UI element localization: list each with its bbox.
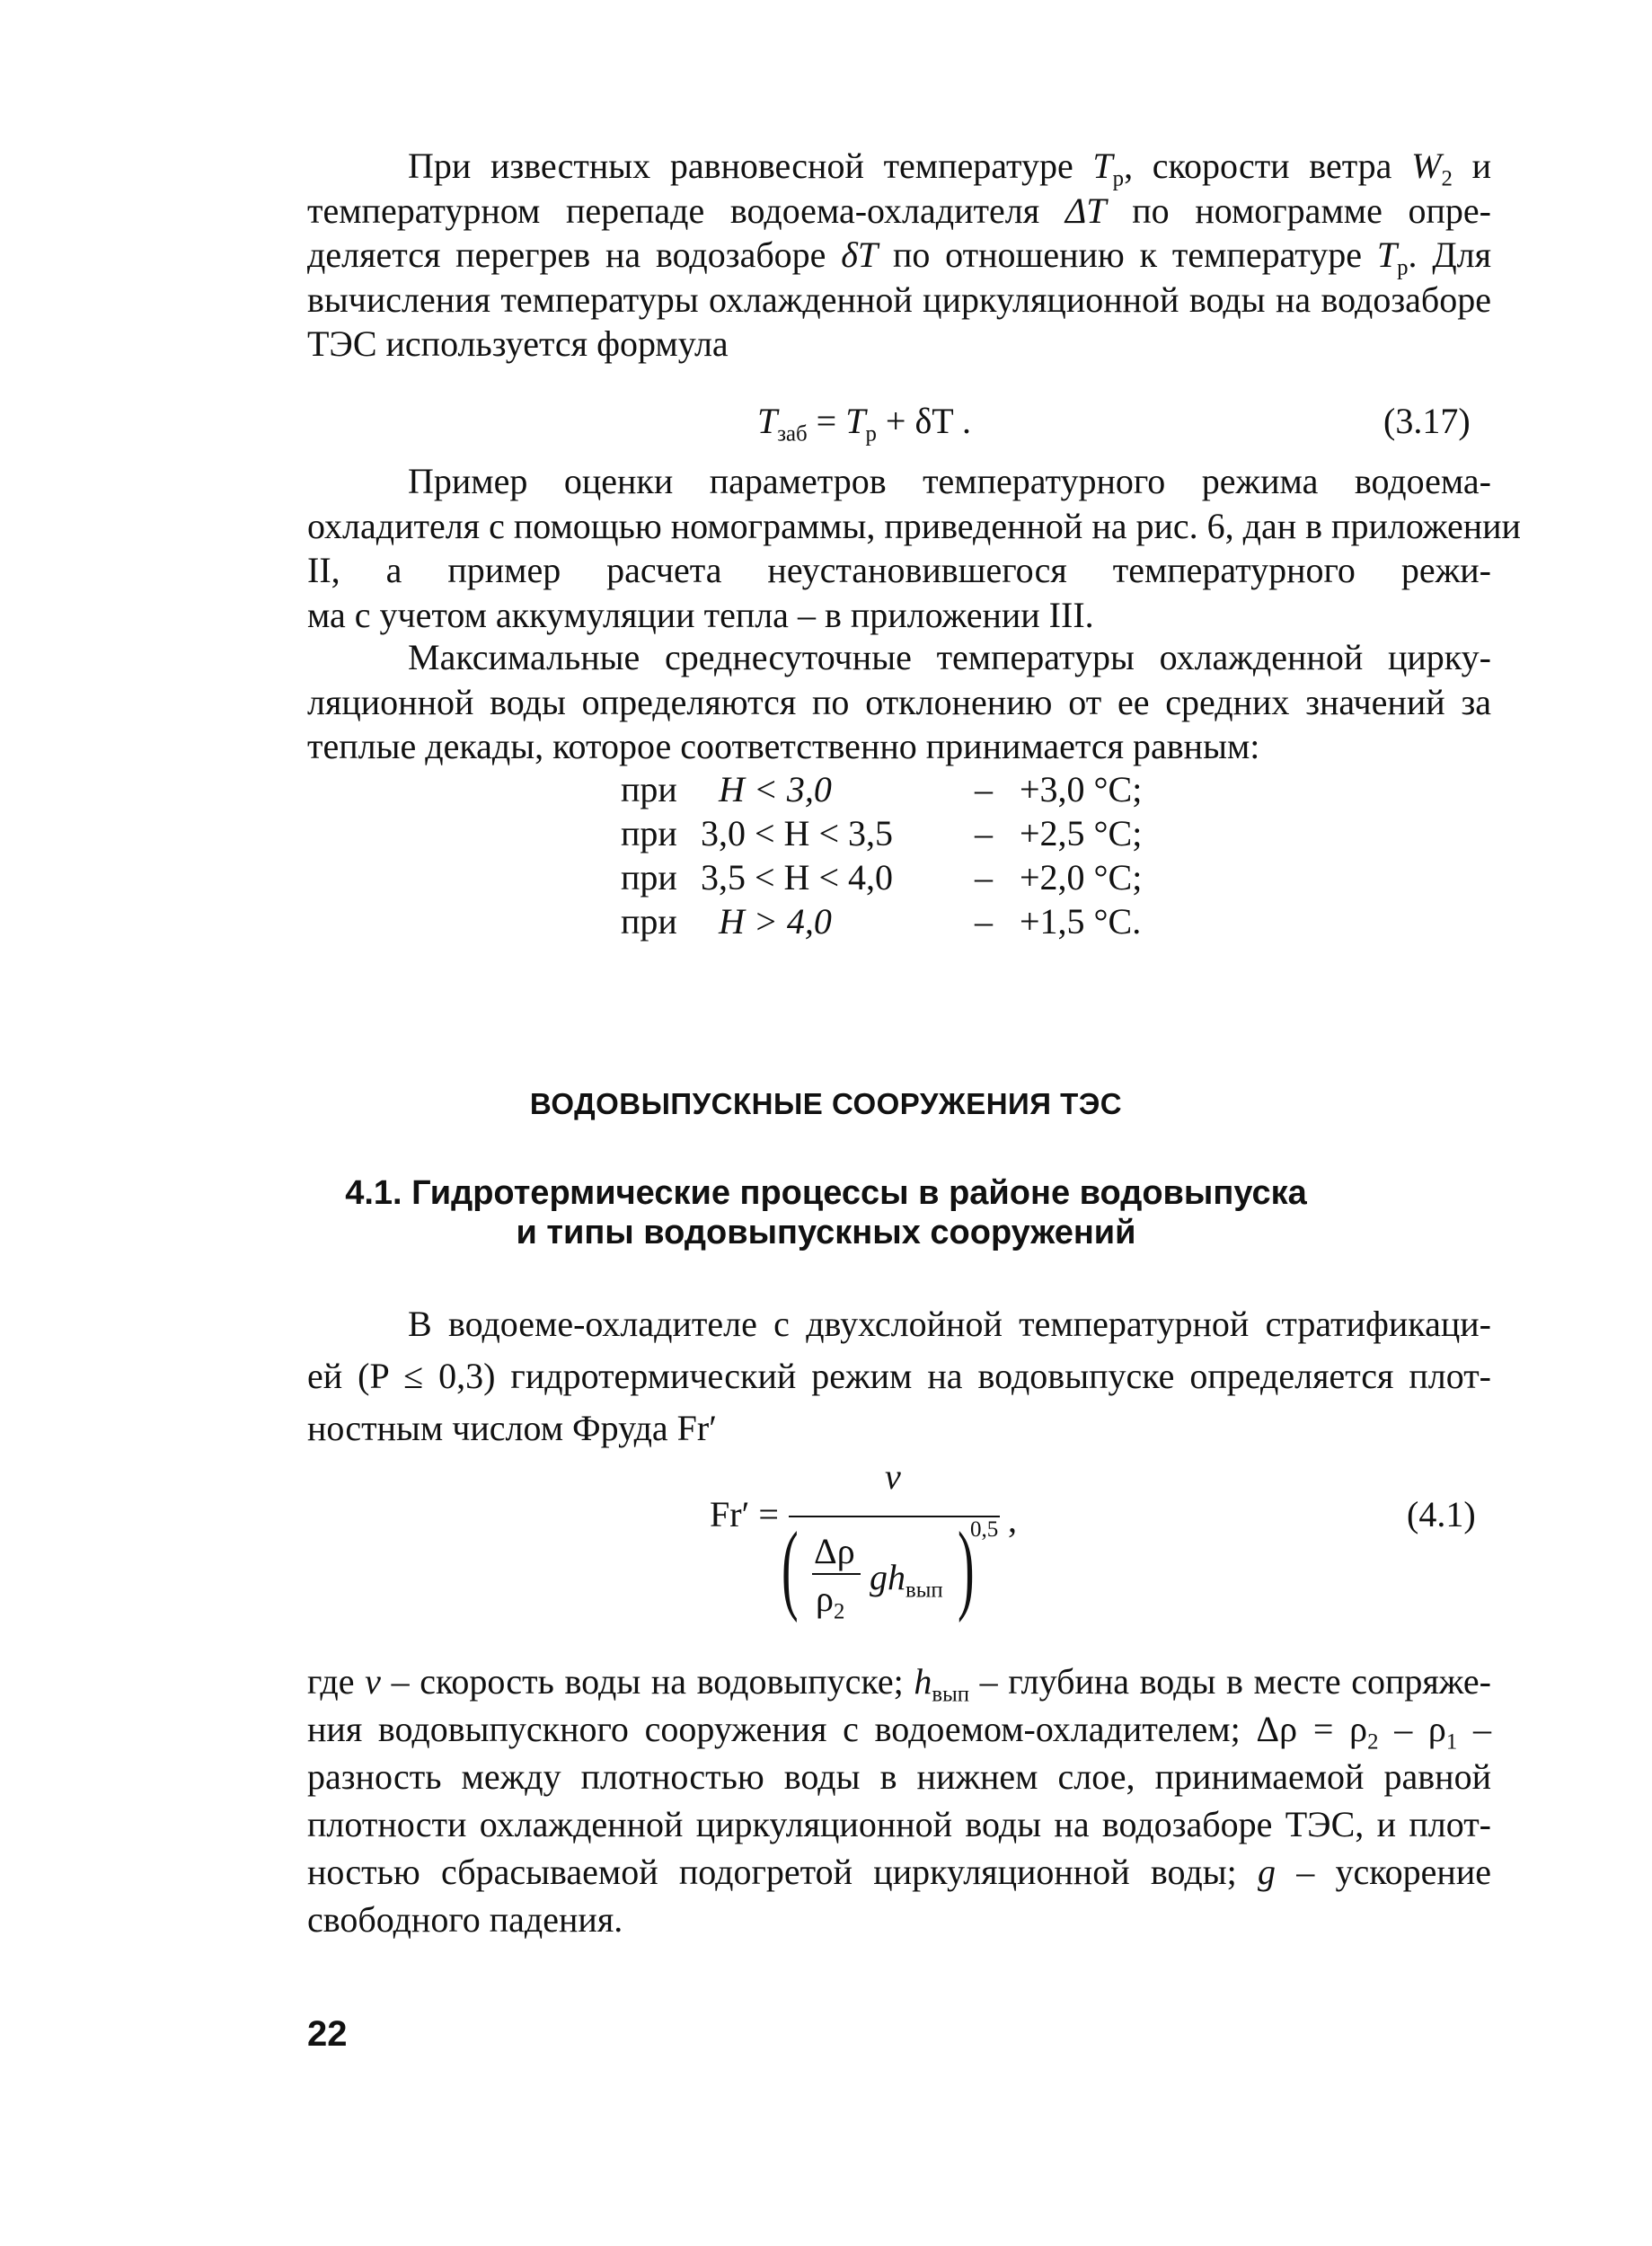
paragraph-line: ностью сбрасываемой подогретой циркуляционной воды; g – ускорение bbox=[307, 1852, 1492, 1892]
paragraph-line: где v – скорость воды на водовыпуске; $h_{вып}$ – глубина воды в месте сопряже- bbox=[307, 1661, 1491, 1707]
paragraph-line: свободного падения. bbox=[307, 1899, 623, 1940]
paragraph-line: Максимальные среднесуточные температуры охлажденной цирку- bbox=[408, 637, 1491, 677]
paragraph-line: ностным числом Фруда Fr′ bbox=[307, 1408, 717, 1448]
inner-denominator: $\rho_2$ bbox=[816, 1578, 845, 1624]
section-title bbox=[0, 1173, 1652, 1252]
paragraph-line: ляционной воды определяются по отклонению от ее средних значений за bbox=[307, 681, 1491, 722]
paragraph-5 bbox=[307, 1658, 1491, 1943]
paragraph-4 bbox=[307, 1298, 1491, 1455]
equation-numerator: v bbox=[885, 1456, 901, 1497]
paragraph-line: температурном перепаде водоема-охладителя ΔT по номограмме опре- bbox=[307, 190, 1491, 231]
inner-product: $gh_{вып}$ bbox=[870, 1557, 943, 1603]
paragraph-line: плотности охлажденной циркуляционной воды на водозаборе ТЭС, и плот- bbox=[307, 1804, 1491, 1844]
condition-row: при H < 3,0 – +3,0 °С; bbox=[621, 769, 1143, 809]
paragraph-line: ей (P ≤ 0,3) гидротермический режим на водовыпуске определяется плот- bbox=[307, 1356, 1491, 1396]
paragraph-line: II, а пример расчета неустановившегося температурного режи- bbox=[307, 550, 1491, 590]
paragraph-3 bbox=[307, 635, 1491, 769]
equation-lhs: Fr′ = bbox=[710, 1494, 779, 1534]
paragraph-line: деляется перегрев на водозаборе δT по отношению к температуре $T_р$. Для bbox=[307, 234, 1491, 280]
paragraph-2 bbox=[307, 459, 1521, 637]
section-title-line: и типы водовыпускных сооружений bbox=[516, 1214, 1136, 1251]
exponent: 0,5 bbox=[970, 1517, 999, 1542]
paragraph-line: ТЭС используется формула bbox=[307, 323, 729, 364]
equation-number: (3.17) bbox=[1383, 401, 1471, 441]
paragraph-line: При известных равновесной температуре $T_р$, скорости ветра $W_2$ и bbox=[408, 146, 1491, 191]
condition-row: при 3,5 < H < 4,0 – +2,0 °С; bbox=[621, 857, 1143, 898]
condition-row: при H > 4,0 – +1,5 °С. bbox=[621, 901, 1142, 942]
equation-number: (4.1) bbox=[1407, 1494, 1476, 1534]
inner-fraction-bar bbox=[812, 1573, 861, 1575]
paragraph-line: ма с учетом аккумуляции тепла – в приложении III. bbox=[307, 594, 1094, 635]
paragraph-line: теплые декады, которое соответственно принимается равным: bbox=[307, 726, 1260, 766]
paragraph-line: ния водовыпускного сооружения с водоемом-охладителем; $\Delta\rho = \rho_2 - \rho_1$ – bbox=[307, 1709, 1492, 1755]
left-paren: ( bbox=[782, 1512, 799, 1623]
paragraph-line: В водоеме-охладителе с двухслойной температурной стратификаци- bbox=[408, 1304, 1491, 1344]
paragraph-line: Пример оценки параметров температурного режима водоема- bbox=[408, 461, 1491, 501]
chapter-title: ВОДОВЫПУСКНЫЕ СООРУЖЕНИЯ ТЭС bbox=[529, 1087, 1123, 1120]
condition-row: при 3,0 < H < 3,5 – +2,5 °С; bbox=[621, 813, 1143, 853]
right-paren: ) bbox=[958, 1512, 975, 1623]
paragraph-1 bbox=[307, 144, 1491, 367]
paragraph-line: разность между плотностью воды в нижнем слое, принимаемой равной bbox=[307, 1756, 1491, 1797]
section-title-line: 4.1. Гидротермические процессы в районе водовыпуска bbox=[345, 1174, 1307, 1212]
paragraph-line: вычисления температуры охлажденной циркуляционной воды на водозаборе bbox=[307, 279, 1491, 320]
paragraph-line: охладителя с помощью номограммы, приведенной на рис. 6, дан в приложении bbox=[307, 505, 1521, 546]
equation-3-17: $T_{заб} = T_р + \delta T$ . bbox=[757, 401, 972, 447]
equation-trail: , bbox=[1008, 1499, 1017, 1540]
inner-numerator: Δρ bbox=[814, 1531, 855, 1571]
page-number: 22 bbox=[307, 2014, 348, 2054]
